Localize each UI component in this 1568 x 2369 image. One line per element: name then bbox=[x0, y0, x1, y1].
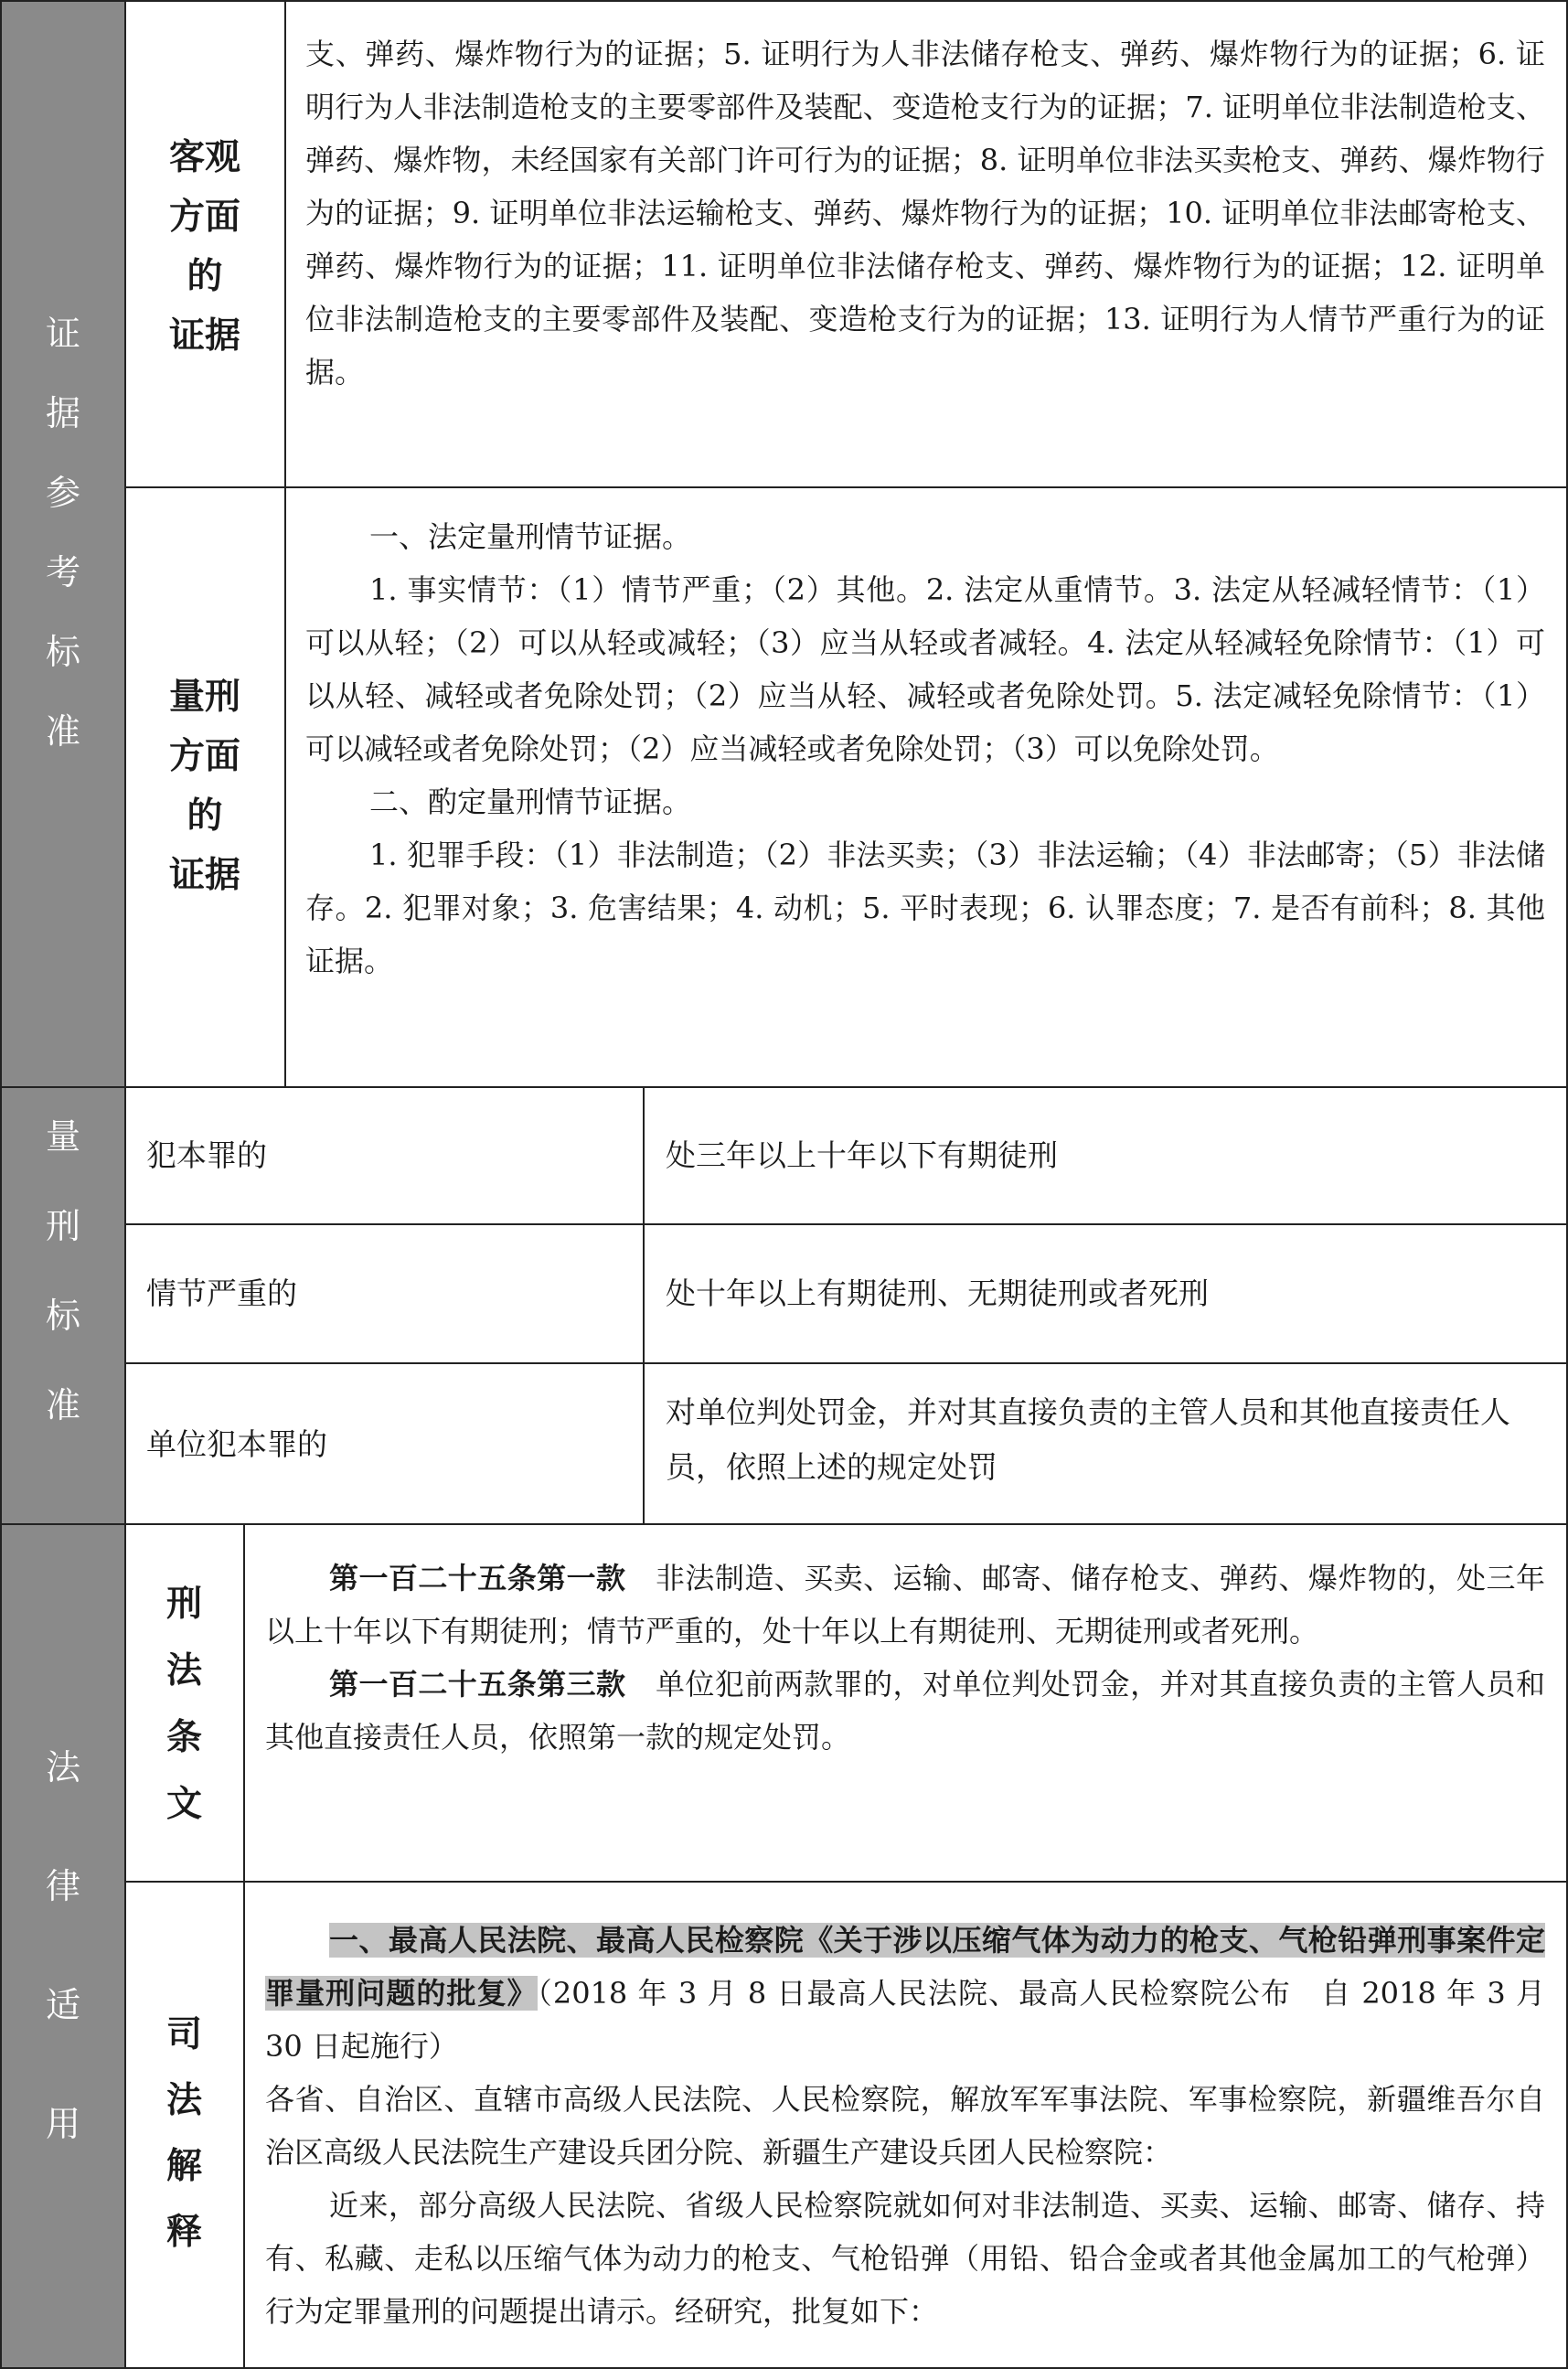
criminal-law-label: 刑 法 条 文 bbox=[165, 1584, 202, 1825]
objective-evidence-text: 支、弹药、爆炸物行为的证据；5. 证明行为人非法储存枪支、弹药、爆炸物行为的证据；6. 证明行为人非法制造枪支的主要零部件及装配、变造枪支行为的证据；7. 证明单位非法制造枪支、弹药、爆炸物，未经国家有关部门许可行为的证据；8. 证明单位非法买卖枪支、弹药、爆炸物行为的证据；9. 证明单位非法运输枪支、弹药、爆炸物行为的证据；10. 证明单位非法邮寄枪支、弹药、爆炸物行为的证据；11. 证明单位非法储存枪支、弹药、爆炸物行为的证据；12. 证明单位非法制造枪支的主要零部件及装配、变造枪支行为的证据；13. 证明行为人情节严重行为的证据。 bbox=[305, 37, 1545, 389]
sentencing-evidence-label: 量刑 方面 的 证据 bbox=[168, 677, 240, 896]
judicial-reply-addressee: 各省、自治区、直辖市高级人民法院、人民检察院，解放军军事法院、军事检察院，新疆维吾尔自治区高级人民法院生产建设兵团分院、新疆生产建设兵团人民检察院： bbox=[265, 2082, 1545, 2170]
penalty-result-3: 对单位判处罚金，并对其直接负责的主管人员和其他直接责任人员，依照上述的规定处罚 bbox=[666, 1394, 1510, 1485]
evidence-side-label: 证 据 参 考 标 准 bbox=[45, 314, 80, 752]
penalty-condition-3: 单位犯本罪的 bbox=[146, 1426, 327, 1462]
article-125-clause-3 bbox=[265, 1658, 1545, 1764]
law-side-column bbox=[2, 1525, 124, 2367]
article-125-clause-1-text: 非法制造、买卖、运输、邮寄、储存枪支、弹药、爆炸物的，处三年以上十年以下有期徒刑；情节严重的，处十年以上有期徒刑、无期徒刑或者死刑。 bbox=[265, 1561, 1545, 1649]
penalty-result-2: 处十年以上有期徒刑、无期徒刑或者死刑 bbox=[666, 1275, 1209, 1311]
article-125-clause-3-title: 第一百二十五条第三款 bbox=[329, 1667, 626, 1702]
statutory-heading: 一、法定量刑情节证据。 bbox=[369, 519, 692, 554]
penalty-side-label: 量 刑 标 准 bbox=[45, 1116, 80, 1425]
evidence-side-column bbox=[2, 2, 124, 1086]
judicial-reply-body: 近来，部分高级人民法院、省级人民检察院就如何对非法制造、买卖、运输、邮寄、储存、持有、私藏、走私以压缩气体为动力的枪支、气枪铅弹（用铅、铅合金或者其他金属加工的气枪弹）行为定罪量刑的问题提出请示。经研究，批复如下： bbox=[265, 2188, 1545, 2329]
article-125-clause-3-text: 单位犯前两款罪的，对单位判处罚金，并对其直接负责的主管人员和其他直接责任人员，依照第一款的规定处罚。 bbox=[265, 1667, 1545, 1755]
penalty-side-column bbox=[2, 1088, 124, 1523]
article-125-clause-1-title: 第一百二十五条第一款 bbox=[329, 1561, 626, 1595]
article-125-clause-1 bbox=[265, 1552, 1545, 1658]
law-side-label: 法 律 适 用 bbox=[45, 1747, 80, 2144]
discretionary-heading: 二、酌定量刑情节证据。 bbox=[369, 784, 692, 819]
judicial-reply-date: （2018 年 3 月 8 日最高人民法院、最高人民检察院公布 自 2018 年 3 月 30 日起施行） bbox=[265, 1976, 1545, 2064]
penalty-condition-2: 情节严重的 bbox=[146, 1275, 297, 1311]
judicial-reply-title: 一、最高人民法院、最高人民检察院《关于涉以压缩气体为动力的枪支、气枪铅弹刑事案件定罪量刑问题的批复》 bbox=[265, 1923, 1545, 2011]
penalty-condition-1: 犯本罪的 bbox=[146, 1137, 267, 1173]
statutory-circumstances: 1. 事实情节：（1）情节严重；（2）其他。2. 法定从重情节。3. 法定从轻减轻情节：（1）可以从轻；（2）可以从轻或减轻；（3）应当从轻或者减轻。4. 法定从轻减轻免除情节：（1）可以从轻、减轻或者免除处罚；（2）应当从轻、减轻或者免除处罚。5. 法定减轻免除情节：（1）可以减轻或者免除处罚；（2）应当减轻或者免除处罚；（3）可以免除处罚。 bbox=[305, 572, 1545, 766]
penalty-result-1: 处三年以上十年以下有期徒刑 bbox=[666, 1137, 1058, 1173]
objective-evidence-label: 客观 方面 的 证据 bbox=[168, 137, 240, 357]
judicial-interpretation-label: 司 法 解 释 bbox=[165, 2014, 202, 2253]
judicial-reply bbox=[265, 1914, 1545, 2073]
discretionary-circumstances: 1. 犯罪手段：（1）非法制造；（2）非法买卖；（3）非法运输；（4）非法邮寄；（5）非法储存。2. 犯罪对象；3. 危害结果；4. 动机；5. 平时表现；6. 认罪态度；7. 是否有前科；8. 其他证据。 bbox=[305, 838, 1545, 978]
